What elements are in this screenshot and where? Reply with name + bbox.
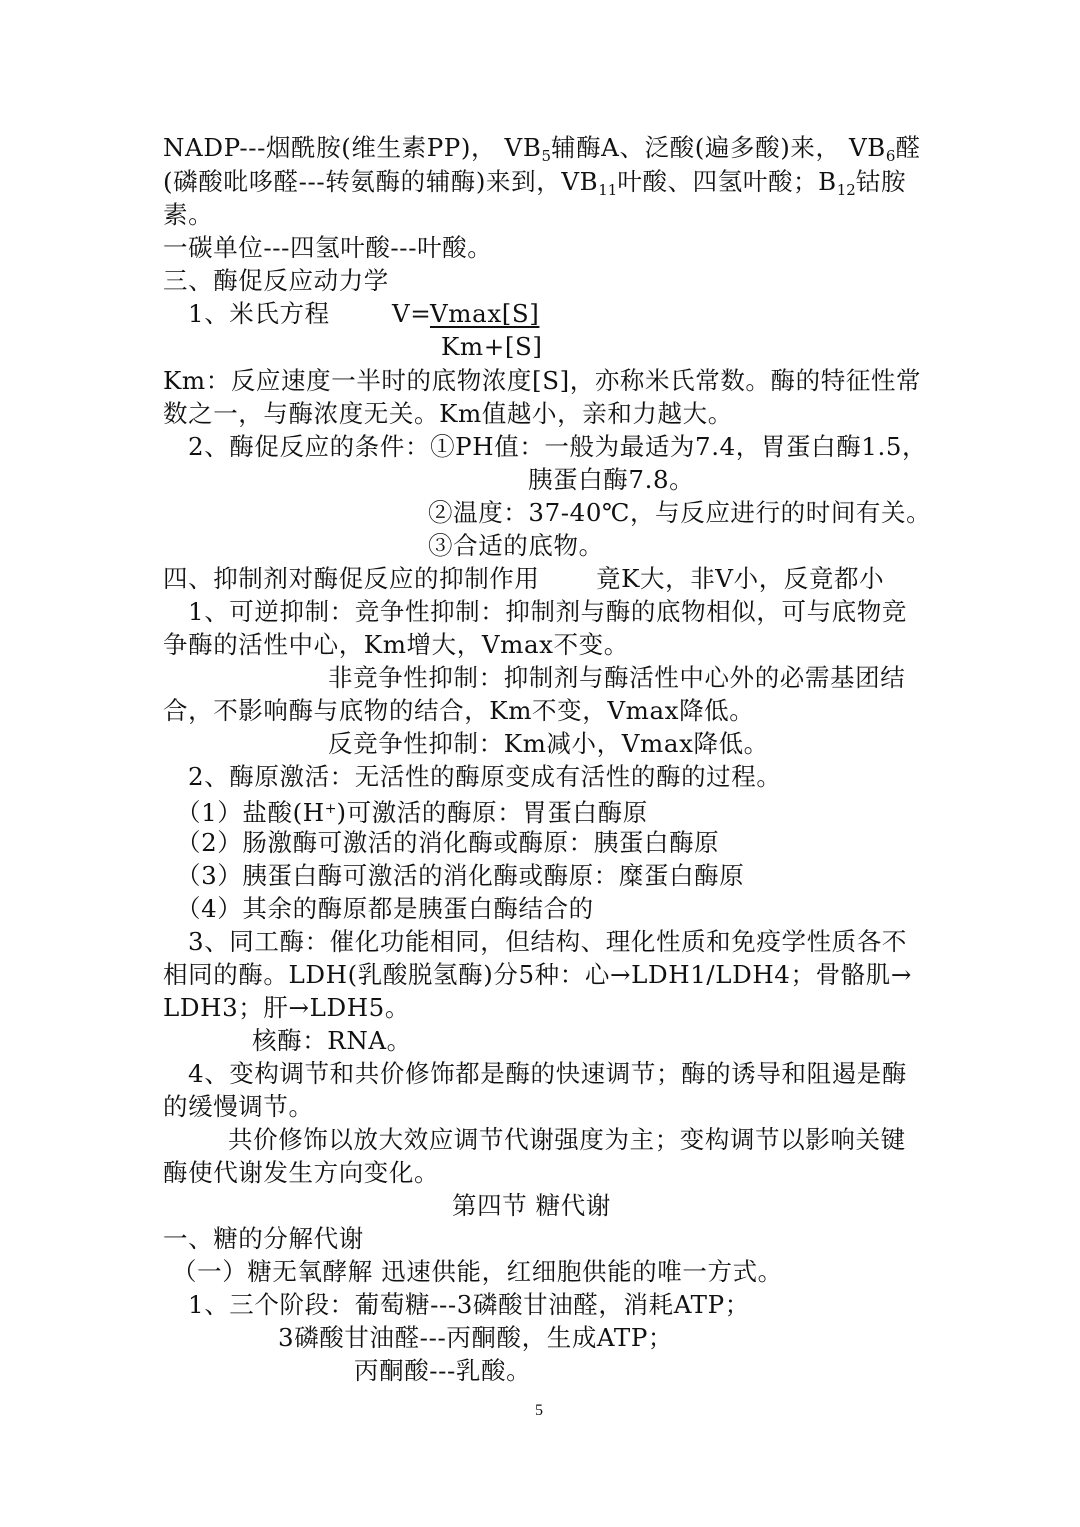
list-item: （3）胰蛋白酶可激活的消化酶或酶原：糜蛋白酶原 — [176, 861, 745, 890]
mnemonic-note: 竟K大，非V小，反竟都小 — [596, 564, 885, 593]
text-line: LDH3；肝→LDH5。 — [163, 993, 410, 1022]
text-line: 素。 — [163, 200, 214, 229]
text-line: 1、可逆抑制：竞争性抑制：抑制剂与酶的底物相似，可与底物竞 — [188, 597, 907, 626]
text-line: 相同的酶。LDH(乳酸脱氢酶)分5种：心→LDH1/LDH4；骨骼肌→ — [163, 960, 913, 989]
text-line: 数之一，与酶浓度无关。Km值越小，亲和力越大。 — [163, 399, 733, 428]
text-line: 一碳单位---四氢叶酸---叶酸。 — [163, 233, 493, 262]
page-number: 5 — [535, 1402, 543, 1419]
formula-numerator: Vmax[S] — [430, 299, 540, 328]
text-line: 2、酶原激活：无活性的酶原变成有活性的酶的过程。 — [188, 762, 782, 791]
text-line: 1、三个阶段：葡萄糖---3磷酸甘油醛，消耗ATP； — [188, 1290, 750, 1319]
text-line: 丙酮酸---乳酸。 — [354, 1356, 532, 1385]
section-heading: 三、酶促反应动力学 — [163, 266, 389, 295]
subsection-heading: 1、米氏方程 — [188, 299, 330, 328]
text-line: (磷酸吡哆醛---转氨酶的辅酶)来到，$VB_{11}$叶酸、四氢叶酸；$B_{12}$钴胺 — [163, 167, 907, 199]
text-line: Km：反应速度一半时的底物浓度[S]，亦称米氏常数。酶的特征性常 — [163, 366, 922, 395]
section-heading: 四、抑制剂对酶促反应的抑制作用 — [163, 564, 540, 593]
text-line: 合，不影响酶与底物的结合，Km不变，Vmax降低。 — [163, 696, 755, 725]
text-line: 共价修饰以放大效应调节代谢强度为主；变构调节以影响关键 — [228, 1125, 906, 1154]
section-heading: 一、糖的分解代谢 — [163, 1224, 364, 1253]
text-line: 酶使代谢发生方向变化。 — [163, 1158, 440, 1187]
text-line: 反竞争性抑制：Km减小，Vmax降低。 — [328, 729, 769, 758]
text-line: 胰蛋白酶7.8。 — [528, 465, 695, 494]
text-line: 3、同工酶：催化功能相同，但结构、理化性质和免疫学性质各不 — [188, 927, 907, 956]
chapter-heading: 第四节 糖代谢 — [452, 1191, 611, 1220]
list-item: （2）肠激酶可激活的消化酶或酶原：胰蛋白酶原 — [176, 828, 720, 857]
text-line: ②温度：37-40℃，与反应进行的时间有关。 — [428, 498, 932, 527]
formula-denominator: Km+[S] — [441, 332, 543, 361]
list-item: （4）其余的酶原都是胰蛋白酶结合的 — [176, 894, 594, 923]
text-line: ③合适的底物。 — [428, 531, 604, 560]
formula-lhs: V= — [392, 299, 432, 328]
list-item: （1）盐酸(H+)可激活的酶原：胃蛋白酶原 — [176, 798, 648, 827]
text-line: 4、变构调节和共价修饰都是酶的快速调节；酶的诱导和阻遏是酶 — [188, 1059, 907, 1088]
text-line: 2、酶促反应的条件：①PH值：一般为最适为7.4，胃蛋白酶1.5， — [188, 432, 928, 461]
text-line: 的缓慢调节。 — [163, 1092, 314, 1121]
text-line: 核酶：RNA。 — [252, 1026, 412, 1055]
text-line: 3磷酸甘油醛---丙酮酸，生成ATP； — [278, 1323, 674, 1352]
text-line: 非竞争性抑制：抑制剂与酶活性中心外的必需基团结 — [328, 663, 906, 692]
subsection-heading: （一）糖无氧酵解 迅速供能，红细胞供能的唯一方式。 — [172, 1257, 783, 1286]
text-line: NADP---烟酰胺(维生素PP)， $VB_5$辅酶A、泛酸(遍多酸)来， $VB_6$醛 — [163, 133, 921, 165]
text-line: 争酶的活性中心，Km增大，Vmax不变。 — [163, 630, 629, 659]
